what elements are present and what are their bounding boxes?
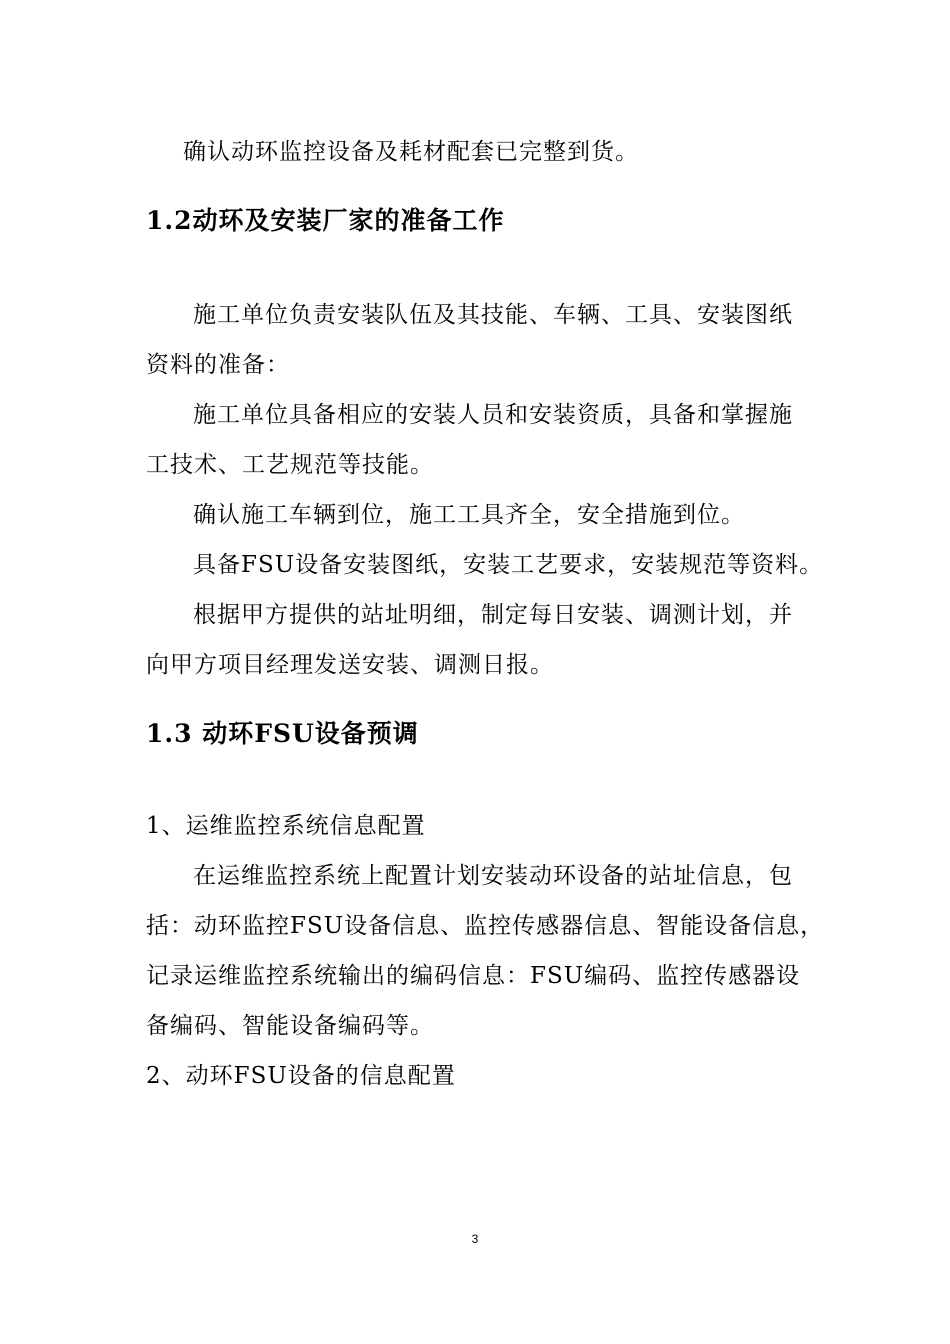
paragraph-line: 资料的准备： <box>146 352 290 378</box>
paragraph-line: 记录运维监控系统输出的编码信息：FSU编码、监控传感器设 <box>146 963 801 989</box>
paragraph-line: 确认施工车辆到位，施工工具齐全，安全措施到位。 <box>193 502 745 528</box>
paragraph-line: 备编码、智能设备编码等。 <box>146 1013 434 1039</box>
paragraph-line: 在运维监控系统上配置计划安装动环设备的站址信息，包 <box>193 863 793 889</box>
section-heading-1-2: 1.2动环及安装厂家的准备工作 <box>146 206 505 235</box>
paragraph-line: 具备FSU设备安装图纸，安装工艺要求，安装规范等资料。 <box>193 552 824 578</box>
paragraph-line: 根据甲方提供的站址明细，制定每日安装、调测计划，并 <box>193 602 793 628</box>
paragraph-line: 施工单位具备相应的安装人员和安装资质，具备和掌握施 <box>193 402 793 428</box>
list-item-heading: 2、动环FSU设备的信息配置 <box>146 1063 456 1089</box>
paragraph-line: 工技术、工艺规范等技能。 <box>146 452 434 478</box>
intro-paragraph: 确认动环监控设备及耗材配套已完整到货。 <box>183 139 639 165</box>
paragraph-line: 向甲方项目经理发送安装、调测日报。 <box>146 652 554 678</box>
page-number: 3 <box>471 1232 479 1246</box>
paragraph-line: 施工单位负责安装队伍及其技能、车辆、工具、安装图纸 <box>193 302 793 328</box>
list-item-heading: 1、运维监控系统信息配置 <box>146 813 426 839</box>
paragraph-line: 括：动环监控FSU设备信息、监控传感器信息、智能设备信息， <box>146 913 825 939</box>
section-heading-1-3: 1.3 动环FSU设备预调 <box>146 719 419 748</box>
